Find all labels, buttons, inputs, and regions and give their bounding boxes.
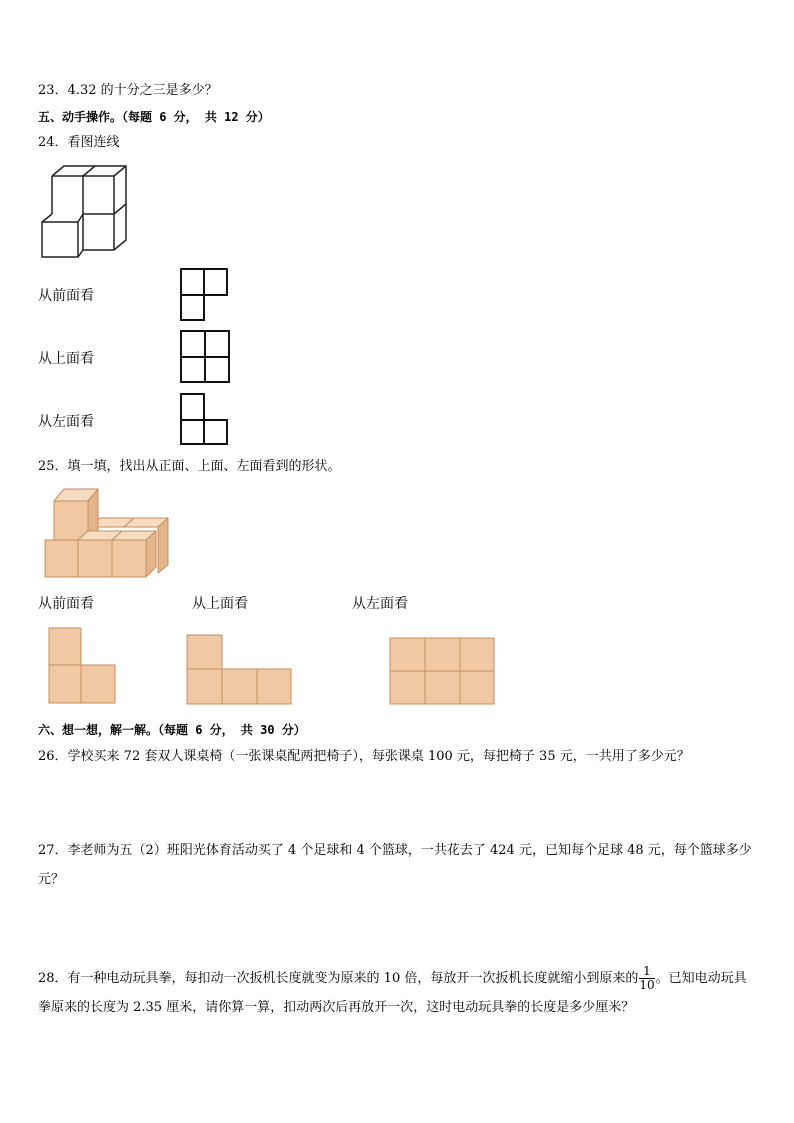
q25-block-figure bbox=[44, 487, 170, 579]
q24-view-shape-1[interactable] bbox=[180, 268, 230, 322]
q24-label-left: 从左面看 bbox=[38, 414, 94, 430]
q25-view-shape-1[interactable] bbox=[48, 627, 118, 705]
q25-label-front: 从前面看 bbox=[38, 596, 94, 612]
section-5-heading: 五、动手操作。（每题 6 分， 共 12 分） bbox=[38, 110, 270, 124]
q28-fraction-numerator: 1 bbox=[639, 965, 654, 979]
question-24: 24．看图连线 bbox=[38, 135, 120, 150]
q25-label-left: 从左面看 bbox=[352, 596, 408, 612]
question-28 bbox=[38, 964, 758, 1022]
q24-view-shape-2[interactable] bbox=[180, 330, 232, 385]
q28-text-after: 。已知电动玩具拳原来的长度为 2.35 厘米，请你算一算，扣动两次后再放开一次，这时电动玩具拳的长度是多少厘米？ bbox=[38, 971, 747, 1015]
section-6-heading: 六、想一想，解一解。（每题 6 分， 共 30 分） bbox=[38, 723, 306, 737]
q28-fraction-denominator: 10 bbox=[639, 978, 655, 992]
q25-view-shape-3[interactable] bbox=[389, 637, 497, 707]
question-27: 27．李老师为五（2）班阳光体育活动买了 4 个足球和 4 个篮球，一共花去了 424 元，已知每个足球 48 元，每个篮球多少元？ bbox=[38, 843, 752, 887]
q28-fraction bbox=[639, 965, 654, 992]
q24-cube-figure bbox=[38, 160, 138, 260]
q28-text-before: 28．有一种电动玩具拳，每扣动一次扳机长度就变为原来的 10 倍，每放开一次扳机长度就缩小到原来的 bbox=[38, 971, 639, 986]
q24-view-shape-3[interactable] bbox=[180, 393, 230, 447]
q25-view-shape-2[interactable] bbox=[186, 634, 294, 706]
q24-label-top: 从上面看 bbox=[38, 351, 94, 367]
question-26: 26．学校买来 72 套双人课桌椅（一张课桌配两把椅子），每张课桌 100 元，每把椅子 35 元，一共用了多少元？ bbox=[38, 749, 690, 764]
question-25: 25．填一填，找出从正面、上面、左面看到的形状。 bbox=[38, 459, 341, 474]
q25-label-top: 从上面看 bbox=[192, 596, 248, 612]
question-23: 23．4.32 的十分之三是多少？ bbox=[38, 83, 218, 98]
q24-label-front: 从前面看 bbox=[38, 288, 94, 304]
